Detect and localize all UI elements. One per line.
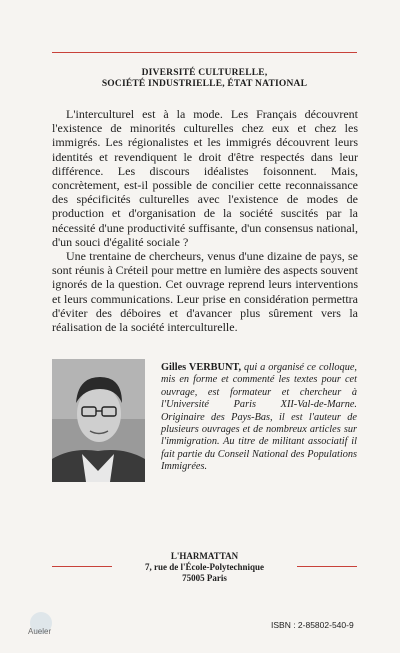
publisher-name: L'HARMATTAN bbox=[170, 551, 239, 561]
top-rule bbox=[52, 52, 357, 53]
author-bio bbox=[161, 362, 357, 474]
intro-paragraph-1: L'interculturel est à la mode. Les Français découvrent l'existence de minorités culturelles chez eux et chez les immigrés. Les régionalistes et les immigrés découvrent leurs identités et revendiquent le droit d'être respectés dans leur différence. Les discours idéalistes foisonnent. Mais, concrètement, est-il possible de concilier cette reconnaissance des spécificités culturelles avec l'existence de modes de production et d'organisation de la société suscités par la nécessité d'une productivité suffisante, d'un consensus national, d'un souci d'égalité sociale ? bbox=[52, 107, 358, 249]
author-name: Gilles VERBUNT, bbox=[161, 362, 242, 373]
book-title bbox=[52, 68, 357, 90]
publisher-city: 75005 Paris bbox=[182, 573, 227, 583]
title-line-1: DIVERSITÉ CULTURELLE, bbox=[141, 68, 268, 78]
title-line-2: SOCIÉTÉ INDUSTRIELLE, ÉTAT NATIONAL bbox=[101, 79, 308, 89]
publisher-rule-left bbox=[52, 566, 112, 567]
author-bio-text: qui a organisé ce colloque, mis en forme et commenté les textes pour cet ouvrage, est formateur et chercheur à l'Université Paris XII-Val-de-Marne. Originaire des Pays-Bas, il est l'auteur de plusieurs ouvrages et de nombreux articles sur l'immigration. Au titre de militant associatif il fait partie du Conseil National des Populations Immigrées. bbox=[161, 362, 357, 473]
isbn: ISBN : 2-85802-540-9 bbox=[271, 620, 354, 630]
intro-text bbox=[52, 107, 358, 334]
author-photo-icon bbox=[52, 359, 145, 482]
author-portrait bbox=[52, 359, 145, 482]
publisher-rule-right bbox=[297, 566, 357, 567]
library-stamp-text: Aueler bbox=[28, 627, 52, 636]
publisher-address: 7, rue de l'École-Polytechnique bbox=[145, 562, 264, 572]
publisher-block bbox=[52, 551, 357, 584]
intro-paragraph-2: Une trentaine de chercheurs, venus d'une dizaine de pays, se sont réunis à Créteil pour mettre en lumière des aspects souvent ignorés de la question. Cet ouvrage reprend leurs interventions et leurs communications. Leur prise en considération permettra d'éviter des déboires et d'avancer plus sûrement vers la réalisation de la société interculturelle. bbox=[52, 249, 358, 335]
